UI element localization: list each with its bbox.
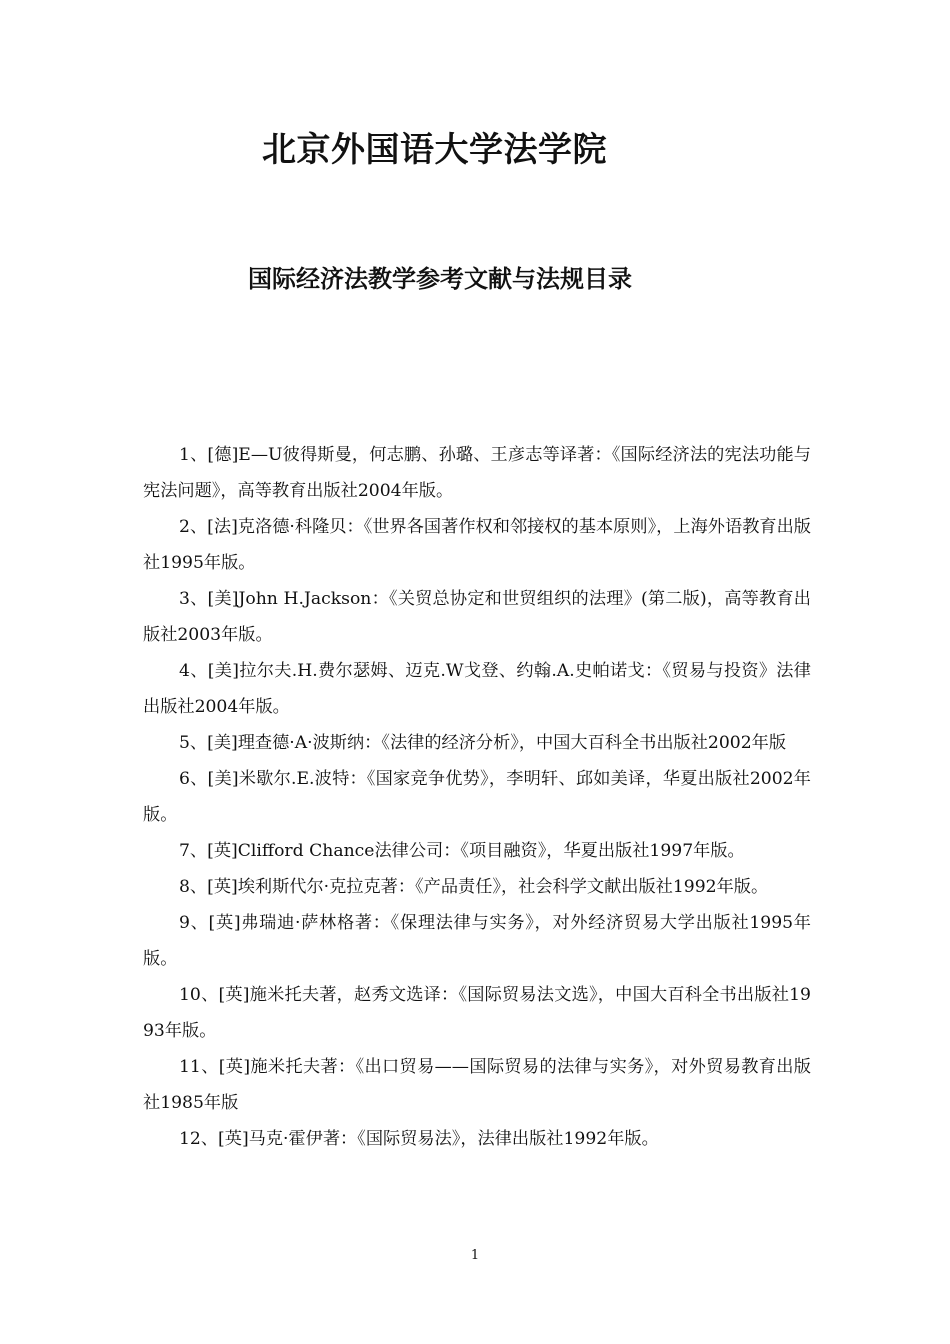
reference-entry: 6、[美]米歇尔.E.波特：《国家竞争优势》，李明轩、邱如美译，华夏出版社2002年版。 xyxy=(143,769,811,825)
reference-entry: 12、[英]马克·霍伊著：《国际贸易法》，法律出版社1992年版。 xyxy=(179,1129,659,1149)
document-subtitle: 国际经济法教学参考文献与法规目录 xyxy=(248,265,632,293)
reference-entry: 7、[英]Clifford Chance法律公司：《项目融资》，华夏出版社1997年版。 xyxy=(179,841,745,861)
page-number: 1 xyxy=(470,1248,480,1263)
reference-entry: 8、[英]埃利斯代尔·克拉克著：《产品责任》，社会科学文献出版社1992年版。 xyxy=(179,877,769,897)
reference-entry: 2、[法]克洛德·科隆贝：《世界各国著作权和邻接权的基本原则》，上海外语教育出版社1995年版。 xyxy=(143,517,811,573)
reference-list xyxy=(143,437,811,1157)
document-title: 北京外国语大学法学院 xyxy=(262,130,607,170)
reference-entry: 11、[英]施米托夫著：《出口贸易——国际贸易的法律与实务》，对外贸易教育出版社1985年版 xyxy=(143,1057,811,1113)
reference-entry: 9、[英]弗瑞迪·萨林格著：《保理法律与实务》，对外经济贸易大学出版社1995年版。 xyxy=(143,913,811,969)
reference-entry: 1、[德]E—U彼得斯曼，何志鹏、孙璐、王彦志等译著：《国际经济法的宪法功能与宪法问题》，高等教育出版社2004年版。 xyxy=(143,445,811,501)
reference-entry: 10、[英]施米托夫著，赵秀文选译：《国际贸易法文选》，中国大百科全书出版社1993年版。 xyxy=(143,985,811,1041)
reference-entry: 3、[美]John H.Jackson：《关贸总协定和世贸组织的法理》(第二版)，高等教育出版社2003年版。 xyxy=(143,589,811,645)
reference-entry: 5、[美]理查德·A·波斯纳：《法律的经济分析》，中国大百科全书出版社2002年版 xyxy=(179,733,787,753)
reference-entry: 4、[美]拉尔夫.H.费尔瑟姆、迈克.W戈登、约翰.A.史帕诺戈：《贸易与投资》法律出版社2004年版。 xyxy=(143,661,811,717)
